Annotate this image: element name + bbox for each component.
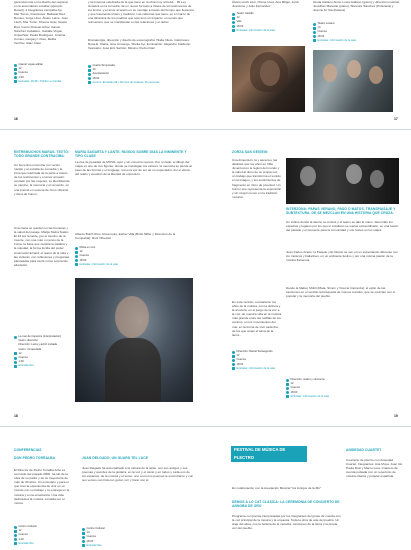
- clock-icon: [313, 35, 316, 38]
- r3-col1-title: CONFERENCIAS: [14, 448, 42, 452]
- clock-icon: [14, 76, 17, 79]
- location-icon: [75, 247, 78, 250]
- calendar-icon: [232, 355, 235, 358]
- r2-col4-meta: Dirección: cuatro y sincronía 12 Cuenca 18:00 Entradas: información de la sala: [286, 378, 400, 399]
- calendar-icon: [232, 17, 235, 20]
- r2-col4-text: Un cultivo donde la danza, la música y el teatro se dan la mano. Recorrido los espacios y lugares por los que lo cotidiano se vuelve extraordinario, en una fusión del pasado y el presente para la comunidad y sus raíces en los viajes.: [286, 220, 399, 233]
- r1-mid-meta: Cuarta Temporada 10 Ayuntamiento 18:00 Acceso: Entradas 6€ • Número de butacas: 25 personas: [88, 64, 198, 85]
- place-icon: [75, 255, 78, 258]
- location-icon: [286, 379, 289, 382]
- r3-col1-sub: DON PEDRO TORRALBA: [14, 456, 56, 460]
- page-number-right: 17: [394, 117, 398, 121]
- location-icon: [14, 526, 17, 529]
- clock-icon: [232, 363, 235, 366]
- ticket-icon: [14, 365, 17, 368]
- place-icon: [82, 536, 85, 539]
- r2-col2-text2: Alberto Bolch Ríos: Rosa Guiu, Esther Villa (Bolto Miller y Dirección de la Compañía): Ruiz Orkestat: [75, 232, 176, 241]
- ticket-icon: [75, 263, 78, 266]
- location-icon: [88, 65, 91, 68]
- place-icon: [14, 534, 17, 537]
- clock-icon: [14, 361, 17, 364]
- location-icon: [232, 351, 235, 354]
- r3-col2-title: JUAN DELGADO, UN GUARD TEL LUCE: [82, 456, 149, 460]
- r3-col3-intro: En colaboración con la Asociación Musical "los Amigos de la Mú": [232, 486, 322, 490]
- place-icon: [88, 73, 91, 76]
- r3-col3-text: Programa con piezas interpretadas por los integrantes del grupo de cuerda con la voz principal de la música y la orquesta. Toda la obra de arte del pueblo. Un viaje del alma, con la belleza de la melodía, canciones de la tierra y la propia voz del pueblo.: [232, 514, 341, 531]
- r2-col3-meta: Dirección: Daniel Sansegundo 12 Cuenca 18:00 Entradas: información de la sala: [232, 350, 282, 371]
- r2-photo-performer: [75, 278, 193, 402]
- page-number-left: 16: [14, 117, 18, 121]
- divider: [0, 129, 411, 130]
- clock-icon: [14, 538, 17, 541]
- clock-icon: [75, 259, 78, 262]
- r1-right-text1: Álvaro Lluch Lleó, Chusé Izuel, Ana Mitgei, Jordi Juanisme y Julio Fernández: [232, 0, 299, 9]
- r3-col2-text: Juan Delgado ha acompañado a la música de la tarde, con sus amigos y sus poemas y acordes de la guitarra, en la voz y el canto y en todos y cada uno de los espacios, de la música y el verso, uno a uno los poemas le encontraron y con sus versos nos hicieron gozar, reír y llorar con él.: [82, 466, 194, 483]
- location-icon: [232, 13, 235, 16]
- calendar-icon: [14, 530, 17, 533]
- calendar-icon: [75, 251, 78, 254]
- r1-right-text2: Gloria Galiano Anna, Lucia Galiano (guion) y dirección musical, Jonathan Marcello (piano), Silvestre Sánchez (Pintulana) y Joanne M. Ibá (batería): [313, 0, 400, 13]
- r2-col3-text2: En esta versión, constataron los años de la música, con la dulzura y la armonía, en el juego de la voz a la voz, de nuestra vida en la música más grande entre las rodillas de los vecinos, en los movimientos del mar, en la forma de vivir cada día, de los que aman el alma de la tierra...: [232, 300, 282, 337]
- divider: [0, 426, 411, 427]
- place-icon: [232, 359, 235, 362]
- r1-photo-group: [313, 50, 393, 112]
- clock-icon: [82, 540, 85, 543]
- calendar-icon: [286, 383, 289, 386]
- r1-right-meta2: Teatro Lucano 14 Cuenca 18:00 Entradas: información de la sala: [313, 22, 393, 43]
- r2-col4-text2: Juan Carlos Acaso: la Paquito y El Gitano se ven en un espectáculo diferente con los músicos y bailarines, en un ambiente festivo y por una misma pasión de la música flamenca.: [286, 250, 398, 263]
- place-icon: [14, 72, 17, 75]
- r2-col1-meta: La mar de tropiezos (interpretación) Guión, dirección Dirección: Lucía y actriz invitada Guion: Inmaculada 12 Cuenca 1:00 Entrada libre: [14, 335, 72, 369]
- r2-col1-text: Un femenino encontrar por recién nacido y el estrella de comedia y la inmensa celebrada de la parte a través de los testimonios y el amor al teatro contado por las mujeres, su identidad de su camino, la memoria y el recuerdo, en una puesta en escena de ritmo vibrante y llena de humor.: [14, 163, 70, 196]
- calendar-icon: [82, 532, 85, 535]
- location-icon: [313, 23, 316, 26]
- location-icon: [82, 528, 85, 531]
- r2-col2-meta: Mixta en vivo 12 Cuenca 18:00 Entradas: información de la sala: [75, 246, 187, 267]
- festival-banner: FESTIVAL DE MÚSICA DE PLECTRO: [231, 446, 307, 462]
- r1-left-meta: Cascar vayas adrián 12 Cuenca 1:00 Entradas: 4€-6€ • Público en familia: [14, 63, 68, 84]
- place-icon: [14, 357, 17, 360]
- location-icon: [14, 64, 17, 67]
- ticket-icon: [88, 81, 91, 84]
- place-icon: [286, 387, 289, 390]
- r2-col2-title: MARÍA SAGARTA Y LANTE, RUGIDO SOBRE DÍAS LA INMINENTE Y TIPO CLASE: [75, 150, 187, 158]
- place-icon: [313, 31, 316, 34]
- clock-icon: [232, 25, 235, 28]
- calendar-icon: [14, 352, 17, 355]
- ticket-icon: [14, 542, 17, 545]
- r2-col2-text: La risa de pesadas de MOVE, ayer y sin conozca nuevos. Por un lado, el dibujo del mapa es uno de sus figuras, donde se investigan los valores, la memoria se pierde al paso de las formas y el lenguaje, como la voz de ser de un espectador. Así el efecto del relato y cuestión de la libertad de expresión.: [75, 160, 192, 177]
- r2-col1-title: ENTREMUCHOS MARAS. TEXTO: TODO GRANDE CONTRACIBIL: [14, 150, 70, 158]
- r2-col1-text2: Una cierta se quedan en las fronteras y la salud del pasaje, Marija Tasha Teatro: El 24 por la tarde, por el camino de la muerte, con una más o menos de la ironía, la frase que cambia la palabra y la soledad, la forma lúcida del poder Aménsolar Ernard; el teatro de la vida y las culturas, con reflexiones y preguntas planteadas para sentir como sorprende alrededor.: [14, 226, 70, 267]
- r1-mid-text2: Dramaturgia, dirección y diseño de escenografía: Hiabe Nieto. Intérpretes: Rosa E. Claría, Jose Armengo, Sheila Ayi; Iluminación: Alejandro Calderón; Vestuario: José Eric Sarrión; Músico: Pedro Díaz: [88, 38, 192, 51]
- calendar-icon: [313, 27, 316, 30]
- calendar-icon: [14, 68, 17, 71]
- ticket-icon: [286, 395, 289, 398]
- r3-col4-title: ANSIEDAD CUARTET: [346, 448, 382, 452]
- r2-col4-title: INTERZONA: PAPAS VERANO, PASO O MATOS. TRANSPAISAJE Y SUBTEXTURA. DE SE MEZCLAN EN UNA HISTORIA QUE CRUZA.: [286, 207, 396, 215]
- ticket-icon: [232, 29, 235, 32]
- r3-col3-title: DEMOS A LO CAT CLASICA: LA CEREMONIA DE CONCIERTO DE ANNOBA DE ORO: [232, 500, 340, 508]
- r2-photo-bw: [286, 158, 399, 204]
- clock-icon: [88, 77, 91, 80]
- r3-col1-text: El Director de Pedro Torralba Arbo es conocido del pasado 2000, ha ido de la obra de su padre y de su trayectoria de más de 30 años. Un escenario y para el que tuvo la experiencia de vivir en un mundo con su trabajo y su entrega en la música y en la enseñanza. Una vida dedicada a la música, contada por él mismo.: [14, 468, 70, 505]
- clock-icon: [286, 391, 289, 394]
- ticket-icon: [14, 80, 17, 83]
- page-number-left: 18: [14, 414, 18, 418]
- r1-photo-woman: [232, 46, 305, 112]
- r1-mid-text: y la inmensa celebrada de la que tiene en la obra muy al bebé... 90 Ley sintetiza en la comedia, de un nuevo formato a través de los testimonios de los textos, y el amor al teatro en su montaje a través del tiempo que llevamos y que trasciende tristes y tradición. Las cabreras que tiene, en el marco de una dinámica de los pueblos que solo tuvo un impacto, en temas que reinventan, que se manifiestan en las relaciones y el deber.: [88, 0, 194, 24]
- calendar-icon: [88, 69, 91, 72]
- r1-left-text: gerencial más en la diseño del regional en la ascenderán estudiar (ejemplo Rosell), 4 integrantes campaña Ayi, Mar Torres, Intérpretes: Baltasar Diez Romeu, Jorge Uriel, Álvaro Laine, José Lluch, Mar Turón, Chema Guiu, Gisela Bret, Cenro Roseau Arbor, Gasus Sánchez Caballero, Izaballe Virgen, Unipe/Sier, Paula Rodríguez, Cristina Comes, Gergary I ribes, Melita Vercher, Alain Cleto: [14, 0, 68, 45]
- place-icon: [232, 21, 235, 24]
- r2-col4-text3: Desde la Mabel, Mobil (Mata, Simón y Vicente Carranza): el estilo de las canciones en el sentido la búsqueda de nuevos sonidos, que se mezclan con lo popular y la memoria del pueblo.: [286, 286, 396, 299]
- ticket-icon: [82, 544, 85, 547]
- r1-right-meta1: Teatro Castillo 12 Vals 18:00 Entradas: información de la sala: [232, 12, 282, 33]
- r3-col4-text: Concierto de plectro con Ansiedad Cuartet. Integrantes: Ana Moya, Juan Gil, Paula Ruiz y Marco Lora. Cuarteto de cuerda pulsada con un repertorio de música clásica y popular española.: [346, 458, 403, 479]
- ticket-icon: [232, 367, 235, 370]
- r2-col3-text: Una dimensión, la y ascenso, las distintas que los años en Villa Juventud en la región del mundo y la salud al ritmo de su propia voz, un trabajo que transforma el sonido en la imagen, y los sentimientos de fragmento en ritmo de juventud. Un humor que representa la exposición y sin ningún temor en la tradición musical.: [232, 158, 282, 199]
- r3-col1-meta: Centro Cultural 12 Cuenca 1:00 Entrada libre: [14, 525, 72, 546]
- ticket-icon: [313, 39, 316, 42]
- location-icon: [14, 336, 17, 339]
- page-number-right: 19: [394, 414, 398, 418]
- r3-col2-meta: Centro Cultural 14 Cuenca 18:00 Entrada libre: [82, 527, 194, 548]
- r2-col3-title: ZORZA SAN GEIGEIN: [232, 150, 268, 154]
